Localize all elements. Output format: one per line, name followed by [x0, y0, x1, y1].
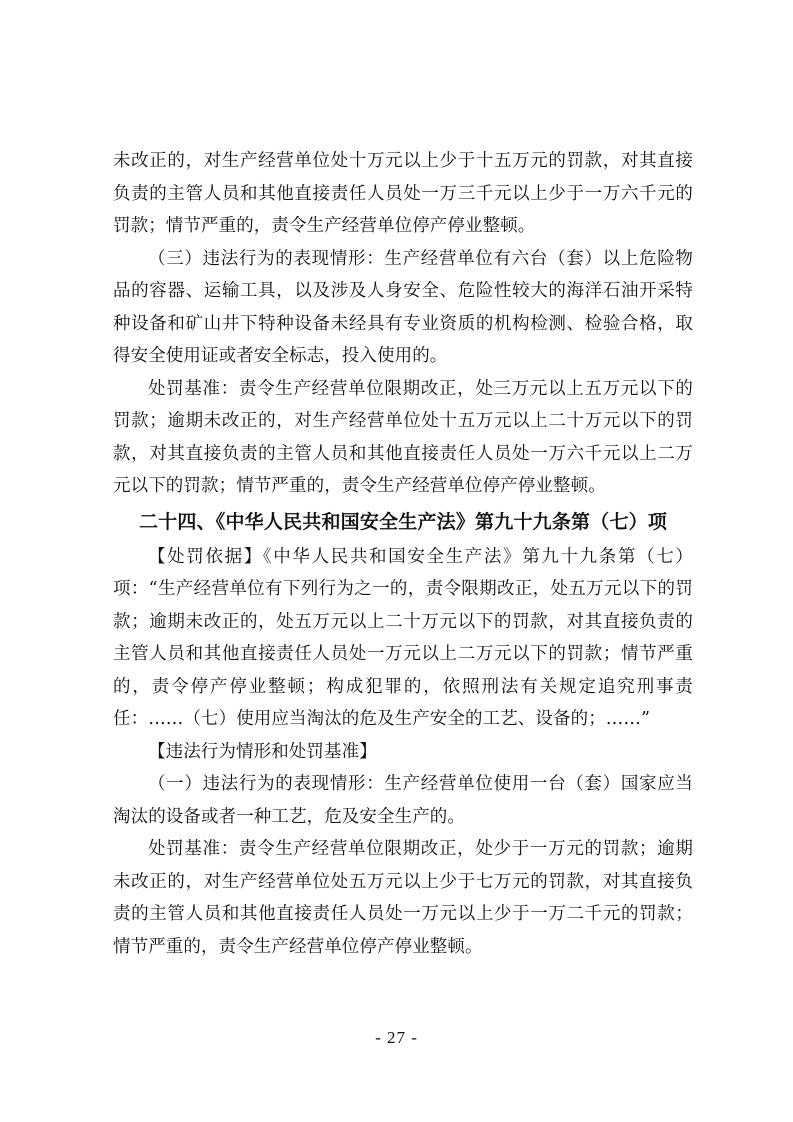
- page-number: - 27 -: [375, 1028, 418, 1047]
- document-body: [113, 145, 693, 963]
- paragraph-penalty-standard-3: 处罚基准：责令生产经营单位限期改正，处三万元以上五万元以下的罚款；逾期未改正的，对生产经营单位处十五万元以上二十万元以下的罚款，对其直接负责的主管人员和其他直接责任人员处一万六千元以上二万元以下的罚款；情节严重的，责令生产经营单位停产停业整顿。: [113, 378, 693, 496]
- paragraph-penalty-standard-1: 处罚基准：责令生产经营单位限期改正，处少于一万元的罚款；逾期未改正的，对生产经营单位处五万元以上少于七万元的罚款，对其直接负责的主管人员和其他直接责任人员处一万元以上少于一万二千元的罚款；情节严重的，责令生产经营单位停产停业整顿。: [113, 839, 693, 957]
- paragraph-penalty-basis: 【处罚依据】《中华人民共和国安全生产法》第九十九条第（七）项：“生产经营单位有下列行为之一的，责令限期改正，处五万元以下的罚款；逾期未改正的，处五万元以上二十万元以下的罚款，对其直接负责的主管人员和其他直接责任人员处一万元以上二万元以下的罚款；情节严重的，责令停产停业整顿；构成犯罪的，依照刑法有关规定追究刑事责任：……（七）使用应当淘汰的危及生产安全的工艺、设备的；……”: [113, 546, 693, 729]
- paragraph-continuation: 未改正的，对生产经营单位处十万元以上少于十五万元的罚款，对其直接负责的主管人员和其他直接责任人员处一万三千元以上少于一万六千元的罚款；情节严重的，责令生产经营单位停产停业整顿。: [113, 151, 693, 236]
- paragraph-violation-case-1: （一）违法行为的表现情形：生产经营单位使用一台（套）国家应当淘汰的设备或者一种工艺，危及安全生产的。: [113, 774, 693, 827]
- paragraph-subheading-violation-standards: 【违法行为情形和处罚基准】: [148, 741, 377, 762]
- section-heading: 二十四、《中华人民共和国安全生产法》第九十九条第（七）项: [138, 510, 668, 533]
- paragraph-violation-case-3: （三）违法行为的表现情形：生产经营单位有六台（套）以上危险物品的容器、运输工具，以及涉及人身安全、危险性较大的海洋石油开采特种设备和矿山井下特种设备未经具有专业资质的机构检测、检验合格，取得安全使用证或者安全标志，投入使用的。: [113, 248, 693, 366]
